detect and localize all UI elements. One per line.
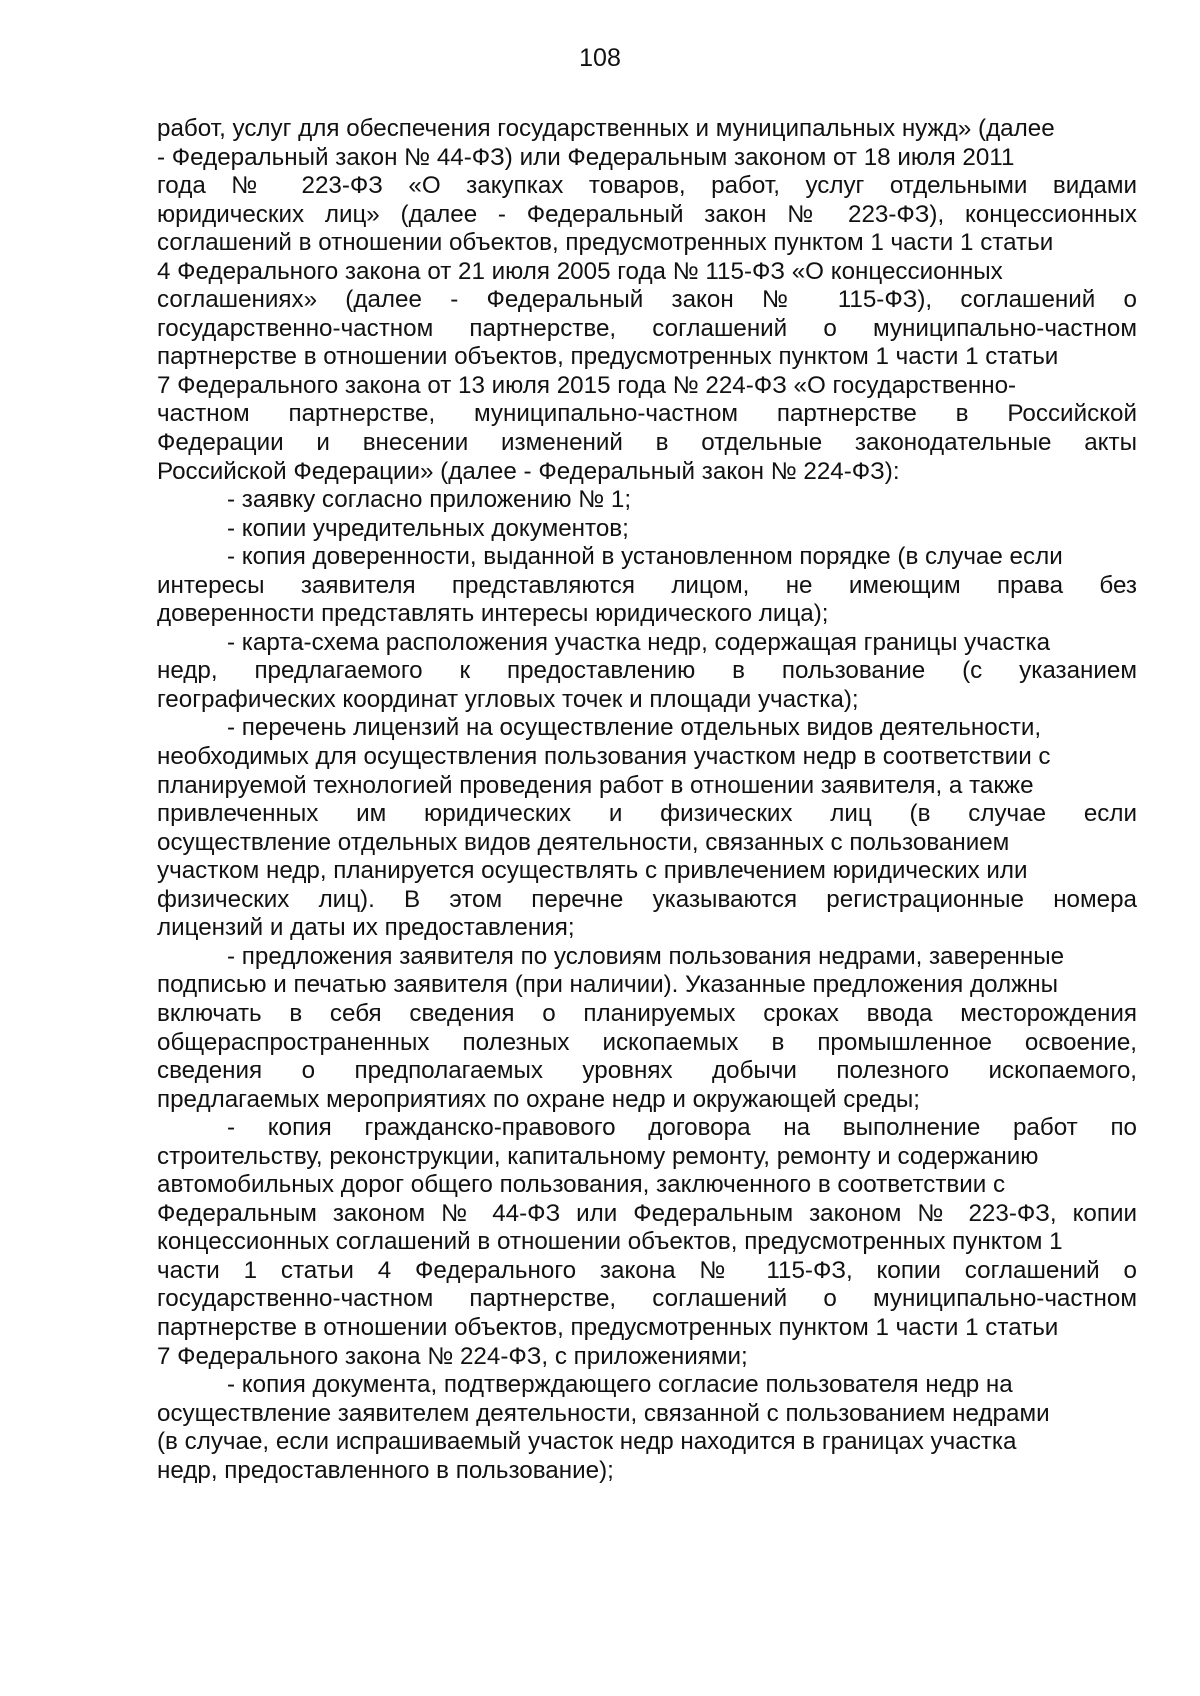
text-line: юридических лиц» (далее - Федеральный закон № 223-ФЗ), концессионных: [157, 200, 1137, 228]
list-item: - копия документа, подтверждающего согласие пользователя недр на: [227, 1371, 1013, 1399]
text-line: включать в себя сведения о планируемых сроках ввода месторождения: [157, 999, 1137, 1027]
text-line: планируемой технологией проведения работ в отношении заявителя, а также: [157, 771, 1034, 799]
text-line: доверенности представлять интересы юридического лица);: [157, 600, 829, 628]
text-line: соглашений в отношении объектов, предусмотренных пунктом 1 части 1 статьи: [157, 229, 1054, 257]
text-line: концессионных соглашений в отношении объектов, предусмотренных пунктом 1: [157, 1228, 1063, 1256]
text-line: строительству, реконструкции, капитальному ремонту, ремонту и содержанию: [157, 1142, 1039, 1170]
text-line: автомобильных дорог общего пользования, заключенного в соответствии с: [157, 1171, 1006, 1199]
text-line: недр, предлагаемого к предоставлению в пользование (с указанием: [157, 657, 1137, 685]
text-line: необходимых для осуществления пользования участком недр в соответствии с: [157, 743, 1051, 771]
page-number: 108: [579, 44, 621, 72]
text-line: 7 Федерального закона № 224-ФЗ, с приложениями;: [157, 1342, 748, 1370]
text-line: 7 Федерального закона от 13 июля 2015 года № 224-ФЗ «О государственно-: [157, 371, 1017, 399]
text-line: - Федеральный закон № 44-ФЗ) или Федеральным законом от 18 июля 2011: [157, 143, 1015, 171]
text-line: сведения о предполагаемых уровнях добычи полезного ископаемого,: [157, 1057, 1137, 1085]
text-line: Федеральным законом № 44-ФЗ или Федеральным законом № 223-ФЗ, копии: [157, 1199, 1137, 1227]
text-line: работ, услуг для обеспечения государственных и муниципальных нужд» (далее: [157, 115, 1055, 142]
list-item: - копия гражданско-правового договора на выполнение работ по: [227, 1114, 1137, 1142]
text-line: лицензий и даты их предоставления;: [157, 914, 575, 942]
text-line: (в случае, если испрашиваемый участок недр находится в границах участка: [157, 1428, 1017, 1456]
text-line: партнерстве в отношении объектов, предусмотренных пунктом 1 части 1 статьи: [157, 343, 1059, 371]
text-line: участком недр, планируется осуществлять с привлечением юридических или: [157, 857, 1028, 885]
text-line: года № 223-ФЗ «О закупках товаров, работ, услуг отдельными видами: [157, 172, 1137, 200]
text-line: 4 Федерального закона от 21 июля 2005 года № 115-ФЗ «О концессионных: [157, 257, 1003, 285]
text-line: соглашениях» (далее - Федеральный закон № 115-ФЗ), соглашений о: [157, 286, 1137, 314]
list-item: - копии учредительных документов;: [227, 514, 629, 542]
text-line: государственно-частном партнерстве, соглашений о муниципально-частном: [157, 1285, 1137, 1313]
text-line: предлагаемых мероприятиях по охране недр и окружающей среды;: [157, 1085, 920, 1113]
list-item: - копия доверенности, выданной в установленном порядке (в случае если: [227, 543, 1063, 571]
text-line: Российской Федерации» (далее - Федеральный закон № 224-ФЗ):: [157, 457, 900, 485]
text-line: осуществление заявителем деятельности, связанной с пользованием недрами: [157, 1399, 1050, 1427]
text-line: части 1 статьи 4 Федерального закона № 115-ФЗ, копии соглашений о: [157, 1256, 1137, 1284]
text-line: партнерстве в отношении объектов, предусмотренных пунктом 1 части 1 статьи: [157, 1313, 1059, 1341]
text-line: недр, предоставленного в пользование);: [157, 1456, 614, 1484]
text-line: общераспространенных полезных ископаемых в промышленное освоение,: [157, 1028, 1137, 1056]
text-line: географических координат угловых точек и площади участка);: [157, 685, 859, 713]
text-line: привлеченных им юридических и физических лиц (в случае если: [157, 800, 1137, 828]
list-item: - предложения заявителя по условиям пользования недрами, заверенные: [227, 942, 1065, 970]
text-line: интересы заявителя представляются лицом, не имеющим права без: [157, 571, 1137, 599]
text-line: физических лиц). В этом перечне указываются регистрационные номера: [157, 885, 1137, 913]
text-line: частном партнерстве, муниципально-частном партнерстве в Российской: [157, 400, 1137, 428]
list-item: - карта-схема расположения участка недр, содержащая границы участка: [227, 628, 1051, 656]
list-item: - перечень лицензий на осуществление отдельных видов деятельности,: [227, 714, 1042, 742]
text-line: осуществление отдельных видов деятельности, связанных с пользованием: [157, 828, 1010, 856]
body-text: [157, 115, 1137, 1485]
text-line: Федерации и внесении изменений в отдельные законодательные акты: [157, 429, 1137, 457]
list-item: - заявку согласно приложению № 1;: [227, 486, 632, 514]
text-line: государственно-частном партнерстве, соглашений о муниципально-частном: [157, 314, 1137, 342]
text-line: подписью и печатью заявителя (при наличии). Указанные предложения должны: [157, 971, 1059, 999]
